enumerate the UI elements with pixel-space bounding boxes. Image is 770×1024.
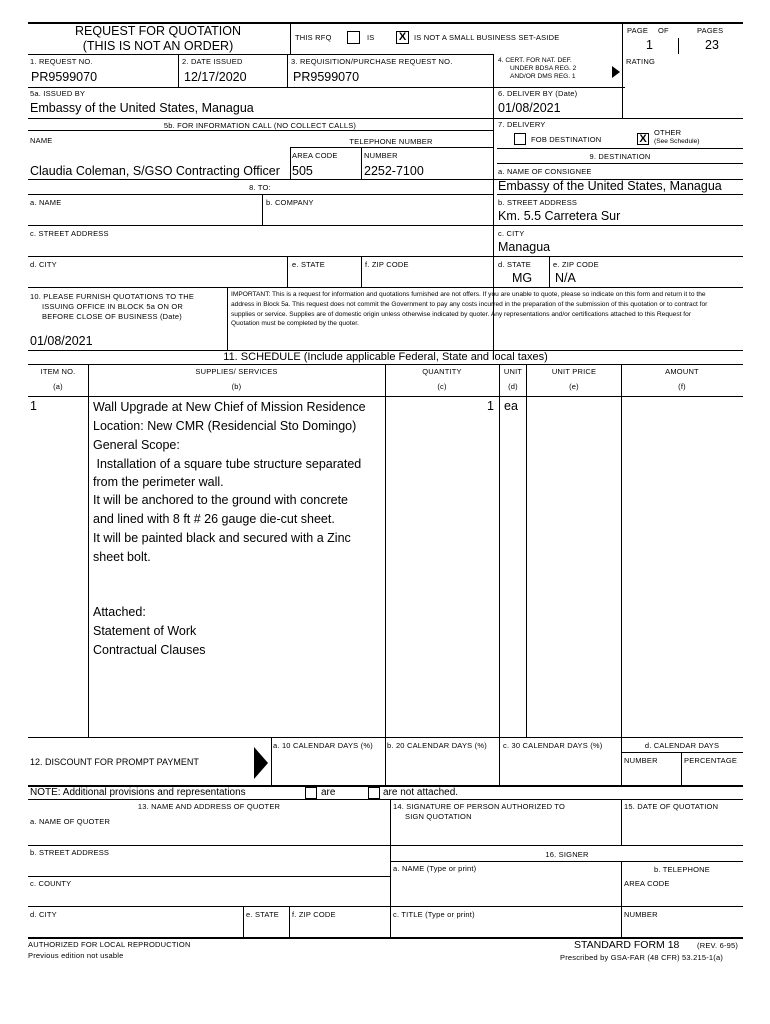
phone-number-field[interactable]: 2252-7100 <box>364 164 424 178</box>
col-item-header: ITEM NO. <box>40 367 76 376</box>
provisions-are-checkbox[interactable] <box>305 787 317 799</box>
calendar-days-label: d. CALENDAR DAYS <box>644 741 720 750</box>
discount-30-label: c. 30 CALENDAR DAYS (%) <box>503 741 603 750</box>
page-label: PAGE <box>627 26 649 35</box>
dest-street-label: b. STREET ADDRESS <box>498 198 578 207</box>
attached-line: Attached: <box>93 605 146 619</box>
desc-line: It will be anchored to the ground with concrete <box>93 493 349 507</box>
to-name-label: a. NAME <box>30 198 62 207</box>
schedule-title: 11. SCHEDULE (Include applicable Federal, State and local taxes) <box>223 351 548 363</box>
of-label: OF <box>658 26 669 35</box>
col-price-sub: (e) <box>569 382 579 391</box>
rfq-label: THIS RFQ <box>295 33 332 42</box>
quoter-county-label: c. COUNTY <box>30 879 72 888</box>
cert-label-2: UNDER BDSA REG. 2 <box>510 65 577 72</box>
form-subtitle: (THIS IS NOT AN ORDER) <box>82 39 234 53</box>
fob-destination-checkbox[interactable] <box>514 133 526 145</box>
to-state-label: e. STATE <box>292 260 325 269</box>
quoter-name-label: a. NAME OF QUOTER <box>30 817 111 826</box>
col-unit-header: UNIT <box>503 367 523 376</box>
issued-by-label: 5a. ISSUED BY <box>30 89 86 98</box>
col-amount-header: AMOUNT <box>665 367 699 376</box>
delivery-label: 7. DELIVERY <box>498 120 546 129</box>
desc-line: Location: New CMR (Residencial Sto Domingo) <box>93 419 357 433</box>
issued-by-field[interactable]: Embassy of the United States, Managua <box>30 101 254 115</box>
area-code-field[interactable]: 505 <box>292 164 313 178</box>
quoter-city-label: d. CITY <box>30 910 57 919</box>
to-label: 8. TO: <box>249 183 271 192</box>
col-supplies-header: SUPPLIES/ SERVICES <box>195 367 278 376</box>
requisition-field[interactable]: PR9599070 <box>293 70 360 84</box>
col-amount-sub: (f) <box>678 382 686 391</box>
other-label: OTHER <box>654 128 682 137</box>
to-street-label: c. STREET ADDRESS <box>30 229 109 238</box>
col-qty-header: QUANTITY <box>422 367 462 376</box>
col-item-sub: (a) <box>53 382 63 391</box>
dest-street-field[interactable]: Km. 5.5 Carretera Sur <box>498 209 621 223</box>
dest-state-field[interactable]: MG <box>512 271 533 285</box>
quantity-field[interactable]: 1 <box>487 399 494 413</box>
attached-line: Contractual Clauses <box>93 643 206 657</box>
furnish-date-field[interactable]: 01/08/2021 <box>30 334 93 348</box>
rfq-is-not-label: IS NOT A SMALL BUSINESS SET-ASIDE <box>414 33 560 42</box>
desc-line: sheet bolt. <box>93 550 151 564</box>
item-no-field[interactable]: 1 <box>30 399 37 413</box>
form-revision: (REV. 6-95) <box>697 941 739 950</box>
info-call-label: 5b. FOR INFORMATION CALL (NO COLLECT CALLS) <box>163 121 357 130</box>
col-qty-sub: (c) <box>437 382 447 391</box>
signer-number-label: NUMBER <box>624 910 658 919</box>
furnish-label-2: ISSUING OFFICE IN BLOCK 5a ON OR <box>42 302 184 311</box>
dest-state-label: d. STATE <box>498 260 531 269</box>
col-unit-sub: (d) <box>508 382 518 391</box>
desc-line: General Scope: <box>93 438 180 452</box>
discount-number-label: NUMBER <box>624 756 658 765</box>
to-company-label: b. COMPANY <box>266 198 314 207</box>
furnish-label-3: BEFORE CLOSE OF BUSINESS (Date) <box>42 312 182 321</box>
dest-city-label: c. CITY <box>498 229 525 238</box>
destination-label: 9. DESTINATION <box>589 152 651 161</box>
consignee-field[interactable]: Embassy of the United States, Managua <box>498 179 722 193</box>
discount-label: 12. DISCOUNT FOR PROMPT PAYMENT <box>30 757 199 767</box>
deliver-by-field[interactable]: 01/08/2021 <box>498 101 561 115</box>
consignee-label: a. NAME OF CONSIGNEE <box>498 167 592 176</box>
pages-total: 23 <box>705 38 719 52</box>
arrow-right-icon <box>254 747 268 779</box>
cert-label-3: AND/OR DMS REG. 1 <box>510 73 576 80</box>
cert-label-1: 4. CERT. FOR NAT. DEF. <box>498 57 572 64</box>
other-checkbox[interactable]: X <box>637 133 649 145</box>
rfq-is-checkbox[interactable] <box>347 31 360 44</box>
number-label: NUMBER <box>364 151 398 160</box>
important-notice: IMPORTANT: This is a request for information and quotations furnished are not offers. If you are unable to quote, please so indicate on this form and return it to the address in Block 5a. This request does not commit the Government to pay any costs incurred in the preparation of the submission of this quotation or to contract for supplies or service. Supplies are of domestic origin unless otherwise indicated by quoter. Any representations and/or certifications attached to this Request for Quotation must be completed by the quoter. <box>231 291 708 328</box>
pages-label: PAGES <box>697 26 724 35</box>
desc-line: from the perimeter wall. <box>93 475 224 489</box>
rfq-is-label: IS <box>367 33 375 42</box>
quoter-label: 13. NAME AND ADDRESS OF QUOTER <box>137 802 281 811</box>
fob-destination-label: FOB DESTINATION <box>531 135 602 144</box>
quotation-date-label: 15. DATE OF QUOTATION <box>624 802 719 811</box>
area-code-label: AREA CODE <box>292 151 338 160</box>
provisions-are-label: are <box>321 787 336 798</box>
signer-label: 16. SIGNER <box>545 850 589 859</box>
rfq-is-not-checkbox[interactable]: X <box>396 31 409 44</box>
name-label: NAME <box>30 136 53 145</box>
discount-20-label: b. 20 CALENDAR DAYS (%) <box>387 741 487 750</box>
dest-zip-field[interactable]: N/A <box>555 271 576 285</box>
to-zip-label: f. ZIP CODE <box>365 260 409 269</box>
dest-city-field[interactable]: Managua <box>498 240 551 254</box>
other-sub-label: (See Schedule) <box>654 138 700 145</box>
provisions-are-not-label: are not attached. <box>383 787 459 798</box>
attached-line: Statement of Work <box>93 624 197 638</box>
signer-title-label: c. TITLE (Type or print) <box>393 910 475 919</box>
signature-label-1: 14. SIGNATURE OF PERSON AUTHORIZED TO <box>393 802 566 811</box>
signer-name-label: a. NAME (Type or print) <box>393 864 477 873</box>
date-issued-field[interactable]: 12/17/2020 <box>184 70 247 84</box>
quoter-zip-label: f. ZIP CODE <box>292 910 336 919</box>
form-name: STANDARD FORM 18 <box>574 939 680 951</box>
dest-zip-label: e. ZIP CODE <box>553 260 599 269</box>
date-issued-label: 2. DATE ISSUED <box>182 57 243 66</box>
signer-telephone-label: b. TELEPHONE <box>653 865 711 874</box>
signer-area-code-label: AREA CODE <box>624 879 670 888</box>
quoter-street-label: b. STREET ADDRESS <box>30 848 110 857</box>
desc-line: Installation of a square tube structure separated <box>93 457 362 471</box>
requisition-label: 3. REQUISITION/PURCHASE REQUEST NO. <box>291 57 453 66</box>
deliver-by-label: 6. DELIVER BY (Date) <box>498 89 578 98</box>
signature-label-2: SIGN QUOTATION <box>405 812 472 821</box>
footer-authorized: AUTHORIZED FOR LOCAL REPRODUCTION <box>28 940 191 949</box>
furnish-label-1: 10. PLEASE FURNISH QUOTATIONS TO THE <box>30 292 195 301</box>
quoter-state-label: e. STATE <box>246 910 279 919</box>
page-number: 1 <box>646 38 653 52</box>
desc-line: Wall Upgrade at New Chief of Mission Residence <box>93 400 366 414</box>
form-prescribed: Prescribed by GSA-FAR (48 CFR) 53.215-1(a) <box>560 953 724 962</box>
discount-percentage-label: PERCENTAGE <box>684 756 738 765</box>
form-title: REQUEST FOR QUOTATION <box>75 24 241 38</box>
col-price-header: UNIT PRICE <box>551 367 597 376</box>
telephone-label: TELEPHONE NUMBER <box>349 137 433 146</box>
footer-previous: Previous edition not usable <box>28 951 124 960</box>
col-supplies-sub: (b) <box>231 382 242 391</box>
request-no-label: 1. REQUEST NO. <box>30 57 93 66</box>
provisions-are-not-checkbox[interactable] <box>368 787 380 799</box>
arrow-right-icon <box>612 66 620 78</box>
note-text: NOTE: Additional provisions and representations <box>30 787 246 798</box>
rating-label: RATING <box>626 57 655 66</box>
discount-10-label: a. 10 CALENDAR DAYS (%) <box>273 741 373 750</box>
to-city-label: d. CITY <box>30 260 57 269</box>
unit-field[interactable]: ea <box>504 399 518 413</box>
desc-line: It will be painted black and secured with a Zinc <box>93 531 351 545</box>
desc-line: and lined with 8 ft # 26 gauge die-cut sheet. <box>93 512 335 526</box>
request-no-field[interactable]: PR9599070 <box>31 70 98 84</box>
contact-name-field[interactable]: Claudia Coleman, S/GSO Contracting Officer <box>30 164 280 178</box>
